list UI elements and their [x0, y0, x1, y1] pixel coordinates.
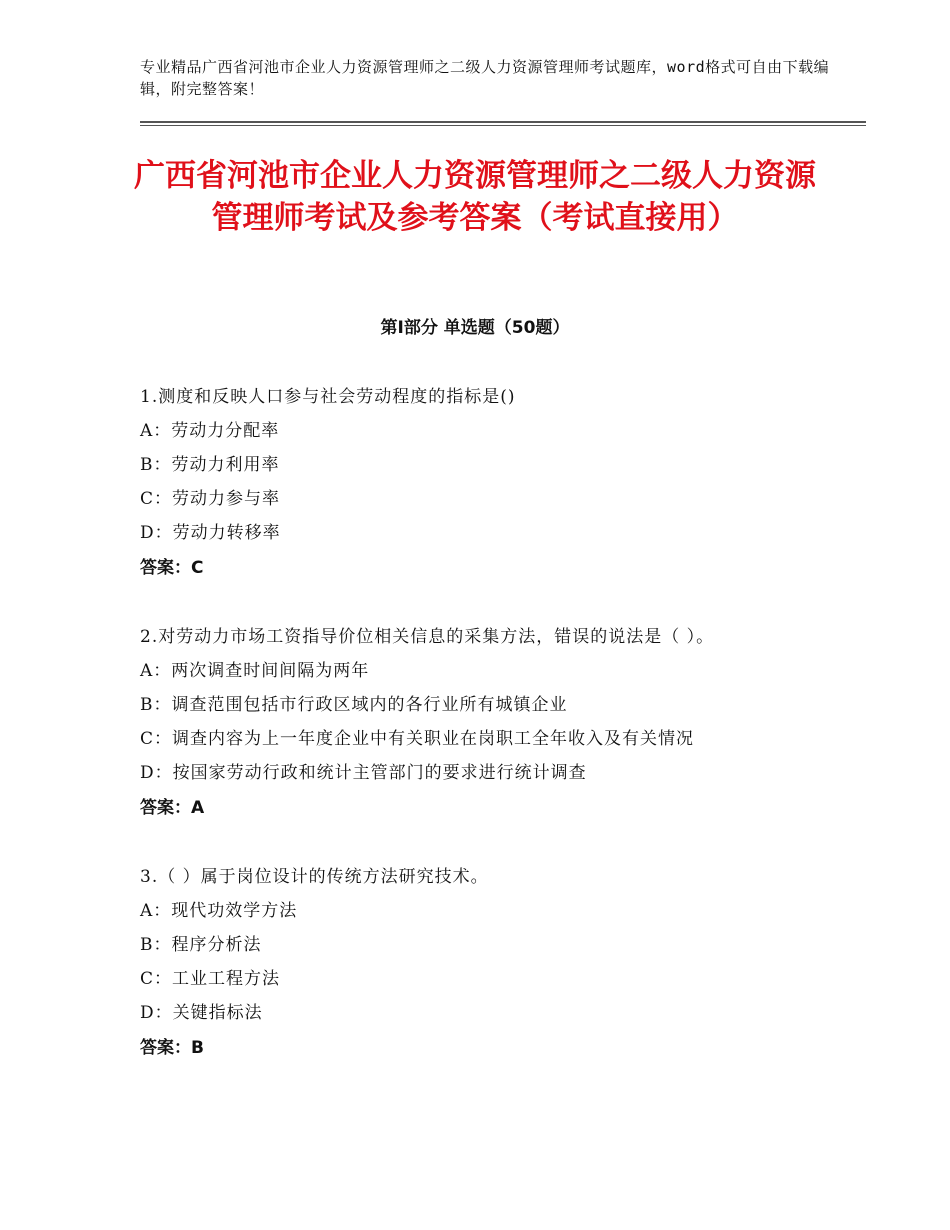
answer-line: 答案：B: [140, 1038, 204, 1058]
answer-line: 答案：C: [140, 558, 204, 578]
question-list: [140, 380, 820, 1066]
option-d: D：按国家劳动行政和统计主管部门的要求进行统计调查: [140, 763, 587, 783]
section-heading: 第Ⅰ部分 单选题（50题）: [380, 318, 570, 338]
option-b: B：劳动力利用率: [140, 455, 280, 475]
answer-line: 答案：A: [140, 798, 205, 818]
question-3: [140, 860, 820, 1066]
option-c: C：调查内容为上一年度企业中有关职业在岗职工全年收入及有关情况: [140, 729, 695, 749]
header-divider: [140, 121, 866, 126]
option-a: A：两次调查时间间隔为两年: [140, 661, 370, 681]
document-title: 广西省河池市企业人力资源管理师之二级人力资源管理师考试及参考答案（考试直接用）: [134, 158, 816, 236]
question-1: [140, 380, 820, 586]
question-stem: 2.对劳动力市场工资指导价位相关信息的采集方法，错误的说法是（ ）。: [140, 627, 715, 647]
option-d: D：关键指标法: [140, 1003, 263, 1023]
question-2: [140, 620, 820, 826]
option-a: A：劳动力分配率: [140, 421, 280, 441]
option-a: A：现代功效学方法: [140, 901, 298, 921]
option-b: B：程序分析法: [140, 935, 262, 955]
option-b: B：调查范围包括市行政区域内的各行业所有城镇企业: [140, 695, 568, 715]
option-c: C：工业工程方法: [140, 969, 281, 989]
question-stem: 3.（ ）属于岗位设计的传统方法研究技术。: [140, 867, 489, 887]
question-stem: 1.测度和反映人口参与社会劳动程度的指标是(): [140, 387, 516, 407]
option-d: D：劳动力转移率: [140, 523, 281, 543]
option-c: C：劳动力参与率: [140, 489, 281, 509]
header-note: 专业精品广西省河池市企业人力资源管理师之二级人力资源管理师考试题库，word格式可自由下载编辑，附完整答案！: [140, 58, 830, 98]
